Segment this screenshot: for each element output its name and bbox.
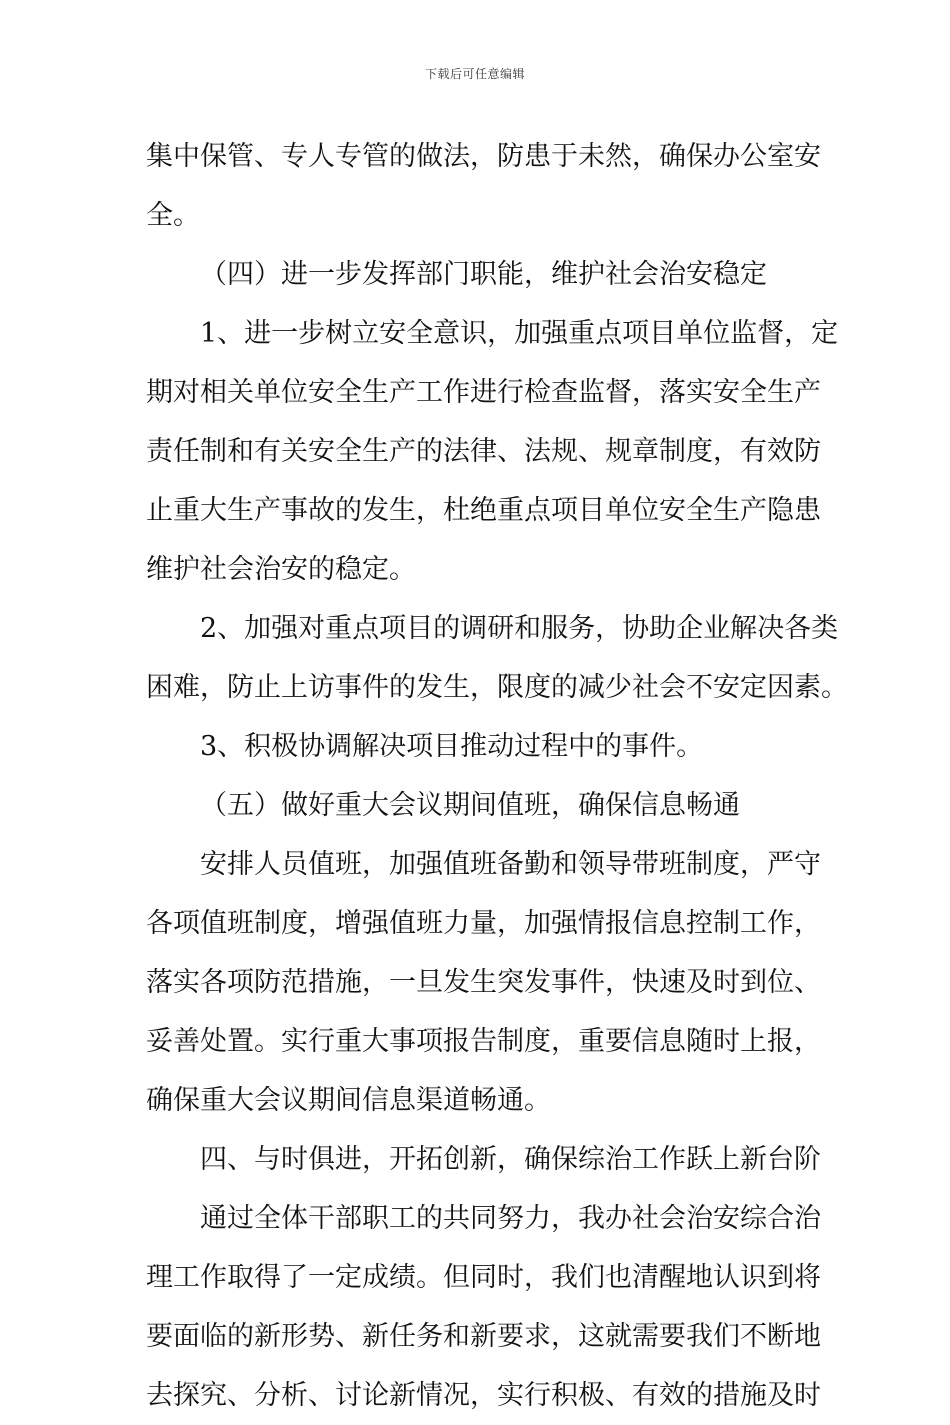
- paragraph-line: 困难，防止上访事件的发生，限度的减少社会不安定因素。: [146, 672, 848, 703]
- paragraph-line: 去探究、分析、讨论新情况，实行积极、有效的措施及时: [146, 1380, 821, 1411]
- paragraph-line: 全。: [146, 200, 200, 231]
- document-body: [146, 127, 848, 1425]
- paragraph-line: 要面临的新形势、新任务和新要求，这就需要我们不断地: [146, 1321, 821, 1352]
- paragraph-line: 责任制和有关安全生产的法律、法规、规章制度，有效防: [146, 436, 821, 467]
- paragraph-line: 期对相关单位安全生产工作进行检查监督，落实安全生产: [146, 377, 821, 408]
- section-heading: 四、与时俱进，开拓创新，确保综治工作跃上新台阶: [200, 1144, 821, 1175]
- paragraph-line: 确保重大会议期间信息渠道畅通。: [146, 1085, 551, 1116]
- paragraph-line: 集中保管、专人专管的做法，防患于未然，确保办公室安: [146, 141, 821, 172]
- paragraph-line: 妥善处置。实行重大事项报告制度，重要信息随时上报，: [146, 1026, 821, 1057]
- section-heading: （五）做好重大会议期间值班，确保信息畅通: [200, 790, 740, 821]
- paragraph-line: 2、加强对重点项目的调研和服务，协助企业解决各类: [200, 613, 839, 644]
- paragraph-line: 维护社会治安的稳定。: [146, 554, 416, 585]
- paragraph-line: 安排人员值班，加强值班备勤和领导带班制度，严守: [200, 849, 821, 880]
- paragraph-line: 理工作取得了一定成绩。但同时，我们也清醒地认识到将: [146, 1262, 821, 1293]
- paragraph-line: 通过全体干部职工的共同努力，我办社会治安综合治: [200, 1203, 821, 1234]
- paragraph-line: 落实各项防范措施，一旦发生突发事件，快速及时到位、: [146, 967, 821, 998]
- section-heading: （四）进一步发挥部门职能，维护社会治安稳定: [200, 259, 767, 290]
- paragraph-line: 止重大生产事故的发生，杜绝重点项目单位安全生产隐患: [146, 495, 821, 526]
- paragraph-line: 各项值班制度，增强值班力量，加强情报信息控制工作，: [146, 908, 821, 939]
- paragraph-line: 1、进一步树立安全意识，加强重点项目单位监督，定: [200, 318, 839, 349]
- paragraph-line: 3、积极协调解决项目推动过程中的事件。: [200, 731, 704, 762]
- page-header-note: 下载后可任意编辑: [424, 67, 525, 81]
